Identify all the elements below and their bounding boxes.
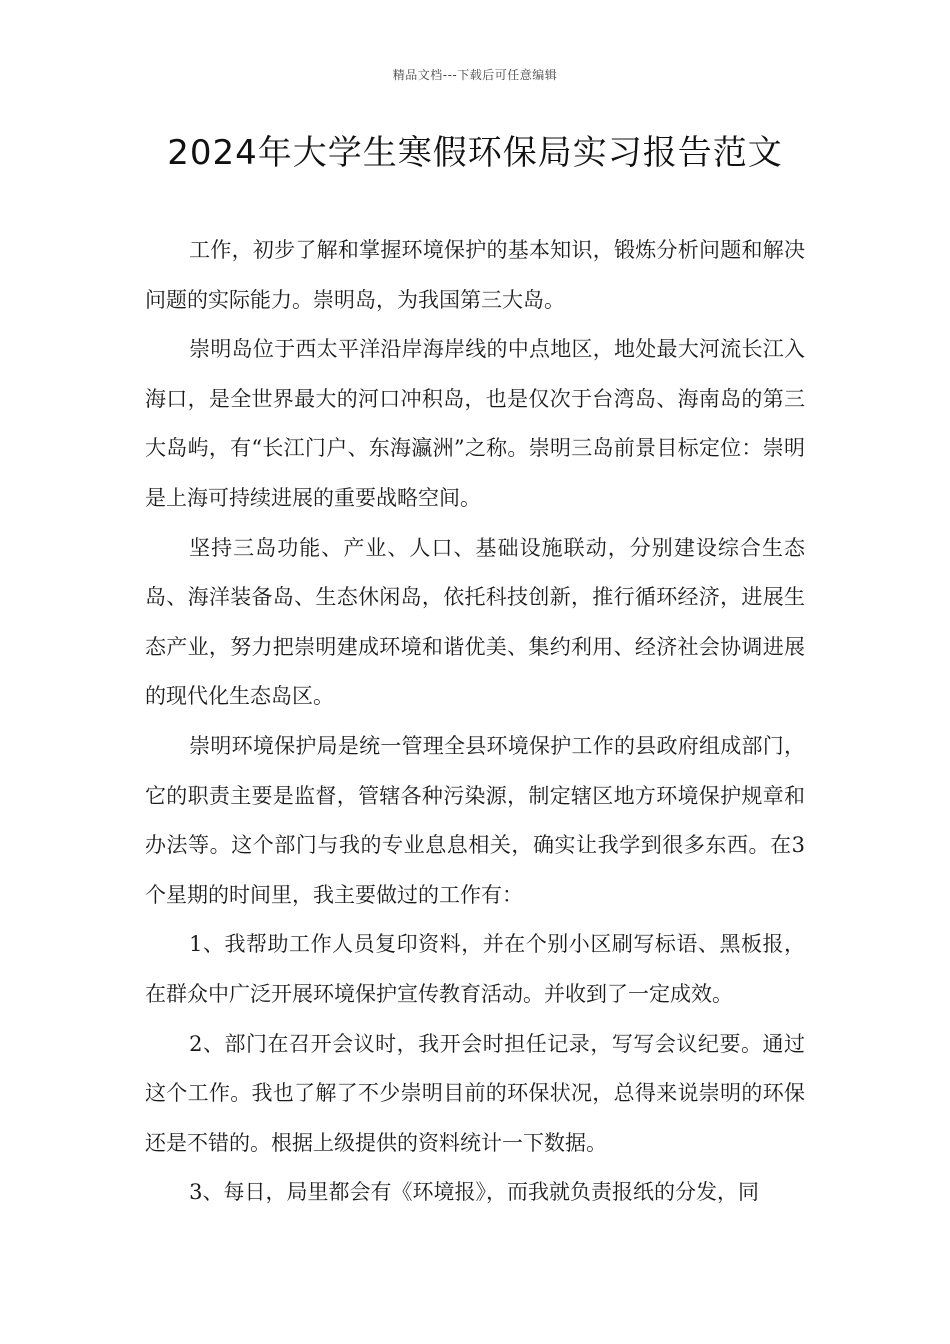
- document-body: [145, 226, 805, 1218]
- paragraph: 1、我帮助工作人员复印资料，并在个别小区刷写标语、黑板报，在群众中广泛开展环境保护宣传教育活动。并收到了一定成效。: [145, 932, 805, 1006]
- paragraph: 坚持三岛功能、产业、人口、基础设施联动，分别建设综合生态岛、海洋装备岛、生态休闲岛，依托科技创新，推行循环经济，进展生态产业，努力把崇明建成环境和谐优美、集约利用、经济社会协调进展的现代化生态岛区。: [145, 535, 805, 709]
- paragraph: 3、每日，局里都会有《环境报》，而我就负责报纸的分发，同: [189, 1180, 759, 1205]
- paragraph: 崇明环境保护局是统一管理全县环境保护工作的县政府组成部门，它的职责主要是监督，管辖各种污染源，制定辖区地方环境保护规章和办法等。这个部门与我的专业息息相关，确实让我学到很多东西。在3个星期的时间里，我主要做过的工作有：: [145, 733, 805, 907]
- document-title: 2024年大学生寒假环保局实习报告范文: [167, 133, 783, 173]
- header-note: 精品文档---下载后可任意编辑: [392, 68, 558, 82]
- paragraph: 工作，初步了解和掌握环境保护的基本知识，锻炼分析问题和解决问题的实际能力。崇明岛，为我国第三大岛。: [145, 238, 805, 312]
- paragraph: 2、部门在召开会议时，我开会时担任记录，写写会议纪要。通过这个工作。我也了解了不少崇明目前的环保状况，总得来说崇明的环保还是不错的。根据上级提供的资料统计一下数据。: [145, 1031, 805, 1155]
- paragraph: 崇明岛位于西太平洋沿岸海岸线的中点地区，地处最大河流长江入海口，是全世界最大的河口冲积岛，也是仅次于台湾岛、海南岛的第三大岛屿，有“长江门户、东海瀛洲”之称。崇明三岛前景目标定位：崇明是上海可持续进展的重要战略空间。: [145, 337, 805, 510]
